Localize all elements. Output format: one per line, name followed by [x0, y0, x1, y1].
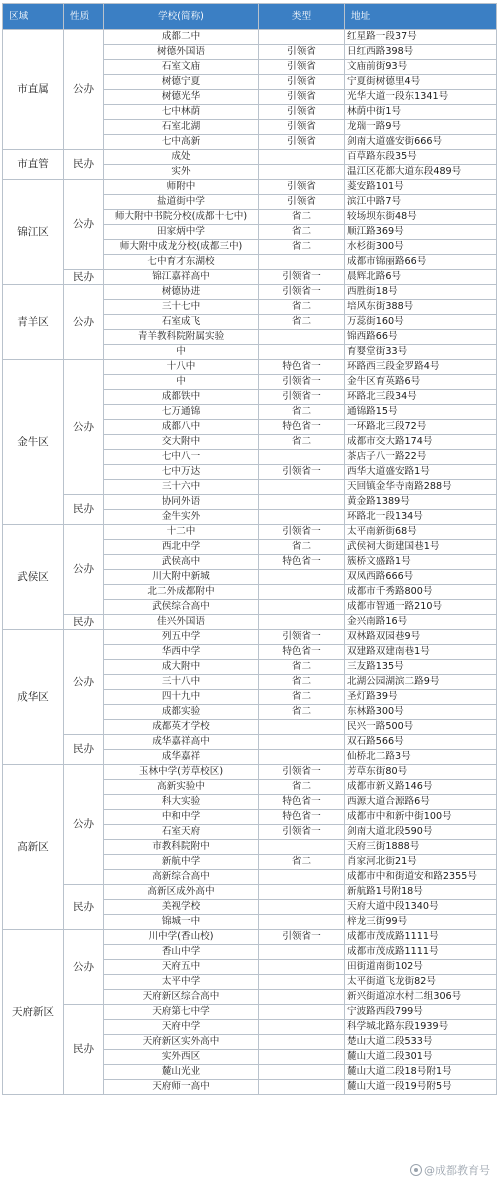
address-cell: 芳草东街80号 — [345, 765, 497, 780]
address-cell: 东林路300号 — [345, 705, 497, 720]
header-nature: 性质 — [64, 4, 104, 30]
school-type-cell: 引领省 — [259, 45, 345, 60]
school-type-cell — [259, 945, 345, 960]
school-type-cell: 省二 — [259, 405, 345, 420]
area-cell: 市直属 — [3, 30, 64, 150]
school-name-cell: 高新综合高中 — [104, 870, 259, 885]
school-type-cell — [259, 1080, 345, 1095]
school-type-cell: 引领省 — [259, 135, 345, 150]
school-type-cell: 引领省一 — [259, 630, 345, 645]
school-name-cell: 成华嘉祥 — [104, 750, 259, 765]
school-type-cell: 引领省 — [259, 90, 345, 105]
address-cell: 较场坝东街48号 — [345, 210, 497, 225]
school-type-cell — [259, 150, 345, 165]
school-name-cell: 武侯综合高中 — [104, 600, 259, 615]
address-cell: 双林路双园巷9号 — [345, 630, 497, 645]
watermark — [410, 1162, 490, 1178]
school-name-cell: 北二外成都附中 — [104, 585, 259, 600]
table-row — [3, 630, 497, 645]
address-cell: 麓山大道二段18号附1号 — [345, 1065, 497, 1080]
school-name-cell: 高新实验中 — [104, 780, 259, 795]
school-type-cell — [259, 330, 345, 345]
school-type-cell: 省二 — [259, 780, 345, 795]
address-cell: 成都市锦丽路66号 — [345, 255, 497, 270]
school-name-cell: 田家炳中学 — [104, 225, 259, 240]
address-cell: 龙瑞一路9号 — [345, 120, 497, 135]
address-cell: 簇桥文盛路1号 — [345, 555, 497, 570]
school-name-cell: 锦城一中 — [104, 915, 259, 930]
table-body — [3, 30, 497, 1095]
school-name-cell: 盐道街中学 — [104, 195, 259, 210]
school-name-cell: 天府第七中学 — [104, 1005, 259, 1020]
address-cell: 成都市千秀路800号 — [345, 585, 497, 600]
table-row — [3, 1005, 497, 1020]
table-row — [3, 930, 497, 945]
school-name-cell: 成处 — [104, 150, 259, 165]
school-type-cell: 省二 — [259, 675, 345, 690]
header-row — [3, 4, 497, 30]
address-cell: 西源大道合源路6号 — [345, 795, 497, 810]
address-cell: 成都市中和街道安和路2355号 — [345, 870, 497, 885]
school-name-cell: 中 — [104, 375, 259, 390]
address-cell: 剑南大道盛安街666号 — [345, 135, 497, 150]
address-cell: 金牛区育英路6号 — [345, 375, 497, 390]
address-cell: 文庙前街93号 — [345, 60, 497, 75]
school-name-cell: 十二中 — [104, 525, 259, 540]
school-name-cell: 实外西区 — [104, 1050, 259, 1065]
address-cell: 成都市新义路146号 — [345, 780, 497, 795]
school-name-cell: 科大实验 — [104, 795, 259, 810]
school-name-cell: 成都二中 — [104, 30, 259, 45]
school-type-cell: 省二 — [259, 855, 345, 870]
school-name-cell: 石室天府 — [104, 825, 259, 840]
table-row — [3, 885, 497, 900]
school-type-cell: 省二 — [259, 210, 345, 225]
address-cell: 麓山大道一段19号附5号 — [345, 1080, 497, 1095]
table-row — [3, 765, 497, 780]
nature-cell: 公办 — [64, 930, 104, 1005]
school-type-cell: 引领省一 — [259, 390, 345, 405]
school-type-cell: 引领省一 — [259, 930, 345, 945]
table-header — [3, 4, 497, 30]
school-name-cell: 七中育才东湖校 — [104, 255, 259, 270]
school-name-cell: 列五中学 — [104, 630, 259, 645]
address-cell: 新兴街道凉水村二组306号 — [345, 990, 497, 1005]
nature-cell: 公办 — [64, 285, 104, 360]
address-cell: 西华大道盛安路1号 — [345, 465, 497, 480]
address-cell: 圣灯路39号 — [345, 690, 497, 705]
school-name-cell: 天府师一高中 — [104, 1080, 259, 1095]
area-cell: 武侯区 — [3, 525, 64, 630]
school-type-cell: 特色省一 — [259, 555, 345, 570]
address-cell: 新航路1号附18号 — [345, 885, 497, 900]
address-cell: 通锦路15号 — [345, 405, 497, 420]
school-type-cell — [259, 345, 345, 360]
address-cell: 温江区花都大道东段489号 — [345, 165, 497, 180]
school-type-cell — [259, 885, 345, 900]
nature-cell: 民办 — [64, 1005, 104, 1095]
address-cell: 红星路一段37号 — [345, 30, 497, 45]
school-name-cell: 金牛实外 — [104, 510, 259, 525]
school-type-cell: 省二 — [259, 435, 345, 450]
address-cell: 日红西路398号 — [345, 45, 497, 60]
address-cell: 双建路双建南巷1号 — [345, 645, 497, 660]
address-cell: 晨辉北路6号 — [345, 270, 497, 285]
address-cell: 成都市茂成路1111号 — [345, 930, 497, 945]
table-row — [3, 285, 497, 300]
address-cell: 太平街道飞龙街82号 — [345, 975, 497, 990]
school-type-cell — [259, 585, 345, 600]
address-cell: 黄金路1389号 — [345, 495, 497, 510]
school-type-cell — [259, 735, 345, 750]
school-type-cell: 引领省 — [259, 195, 345, 210]
school-name-cell: 七中林荫 — [104, 105, 259, 120]
school-type-cell — [259, 1050, 345, 1065]
address-cell: 育婴堂街33号 — [345, 345, 497, 360]
school-type-cell — [259, 495, 345, 510]
school-type-cell: 引领省一 — [259, 465, 345, 480]
table-row — [3, 150, 497, 165]
school-type-cell — [259, 1020, 345, 1035]
area-cell: 锦江区 — [3, 180, 64, 285]
school-name-cell: 青羊教科院附属实验 — [104, 330, 259, 345]
table-row — [3, 180, 497, 195]
school-name-cell: 七中高新 — [104, 135, 259, 150]
school-name-cell: 太平中学 — [104, 975, 259, 990]
school-type-cell — [259, 450, 345, 465]
school-name-cell: 川大附中新城 — [104, 570, 259, 585]
school-type-cell — [259, 1065, 345, 1080]
address-cell: 梓龙三街99号 — [345, 915, 497, 930]
school-type-cell: 省二 — [259, 690, 345, 705]
school-name-cell: 三十八中 — [104, 675, 259, 690]
address-cell: 太平南新街68号 — [345, 525, 497, 540]
school-type-cell: 引领省 — [259, 60, 345, 75]
school-name-cell: 天府新区实外高中 — [104, 1035, 259, 1050]
nature-cell: 民办 — [64, 735, 104, 765]
address-cell: 环路西三段金罗路4号 — [345, 360, 497, 375]
school-type-cell: 引领省一 — [259, 270, 345, 285]
address-cell: 光华大道一段东1341号 — [345, 90, 497, 105]
address-cell: 宁夏街树德里4号 — [345, 75, 497, 90]
address-cell: 成都市茂成路1111号 — [345, 945, 497, 960]
area-cell: 成华区 — [3, 630, 64, 765]
header-area: 区域 — [3, 4, 64, 30]
nature-cell: 公办 — [64, 360, 104, 495]
address-cell: 天回镇金华寺南路288号 — [345, 480, 497, 495]
school-name-cell: 武侯高中 — [104, 555, 259, 570]
school-type-cell — [259, 870, 345, 885]
school-type-cell — [259, 975, 345, 990]
school-name-cell: 树德光华 — [104, 90, 259, 105]
school-name-cell: 麓山光业 — [104, 1065, 259, 1080]
header-address: 地址 — [345, 4, 497, 30]
school-type-cell: 引领省 — [259, 75, 345, 90]
school-name-cell: 师大附中成龙分校(成都三中) — [104, 240, 259, 255]
address-cell: 剑南大道北段590号 — [345, 825, 497, 840]
header-school: 学校(简称) — [104, 4, 259, 30]
school-type-cell: 特色省一 — [259, 795, 345, 810]
address-cell: 成都市交大路174号 — [345, 435, 497, 450]
school-name-cell: 成都英才学校 — [104, 720, 259, 735]
address-cell: 茶店子八一路22号 — [345, 450, 497, 465]
school-type-cell: 引领省一 — [259, 285, 345, 300]
school-type-cell — [259, 255, 345, 270]
address-cell: 一环路北三段72号 — [345, 420, 497, 435]
school-type-cell: 特色省一 — [259, 645, 345, 660]
school-name-cell: 七中八一 — [104, 450, 259, 465]
school-type-cell — [259, 615, 345, 630]
nature-cell: 民办 — [64, 615, 104, 630]
school-name-cell: 西北中学 — [104, 540, 259, 555]
address-cell: 锦西路66号 — [345, 330, 497, 345]
address-cell: 西胜街18号 — [345, 285, 497, 300]
address-cell: 麓山大道二段301号 — [345, 1050, 497, 1065]
school-name-cell: 实外 — [104, 165, 259, 180]
school-type-cell: 省二 — [259, 315, 345, 330]
table-row — [3, 495, 497, 510]
school-type-cell: 省二 — [259, 705, 345, 720]
area-cell: 高新区 — [3, 765, 64, 930]
school-name-cell: 新航中学 — [104, 855, 259, 870]
school-name-cell: 佳兴外国语 — [104, 615, 259, 630]
school-type-cell: 特色省一 — [259, 420, 345, 435]
school-name-cell: 成大附中 — [104, 660, 259, 675]
school-type-cell — [259, 480, 345, 495]
school-name-cell: 四十九中 — [104, 690, 259, 705]
school-type-cell: 省二 — [259, 540, 345, 555]
school-type-cell — [259, 1035, 345, 1050]
address-cell: 环路北一段134号 — [345, 510, 497, 525]
school-name-cell: 七中万达 — [104, 465, 259, 480]
school-name-cell: 香山中学 — [104, 945, 259, 960]
school-name-cell: 交大附中 — [104, 435, 259, 450]
school-name-cell: 高新区成外高中 — [104, 885, 259, 900]
address-cell: 民兴一路500号 — [345, 720, 497, 735]
address-cell: 菱安路101号 — [345, 180, 497, 195]
address-cell: 武侯祠大街建国巷1号 — [345, 540, 497, 555]
school-name-cell: 中 — [104, 345, 259, 360]
school-name-cell: 天府五中 — [104, 960, 259, 975]
school-name-cell: 十八中 — [104, 360, 259, 375]
school-type-cell — [259, 915, 345, 930]
school-name-cell: 七万通锦 — [104, 405, 259, 420]
table-row — [3, 270, 497, 285]
school-name-cell: 玉林中学(芳草校区) — [104, 765, 259, 780]
area-cell: 金牛区 — [3, 360, 64, 525]
address-cell: 顺江路369号 — [345, 225, 497, 240]
school-type-cell: 引领省一 — [259, 375, 345, 390]
school-name-cell: 天府中学 — [104, 1020, 259, 1035]
school-type-cell: 特色省一 — [259, 360, 345, 375]
school-type-cell: 引领省一 — [259, 825, 345, 840]
address-cell: 培风东街388号 — [345, 300, 497, 315]
school-type-cell — [259, 900, 345, 915]
school-name-cell: 市教科院附中 — [104, 840, 259, 855]
area-cell: 青羊区 — [3, 285, 64, 360]
address-cell: 宁波路西段799号 — [345, 1005, 497, 1020]
address-cell: 双石路566号 — [345, 735, 497, 750]
address-cell: 滨江中路7号 — [345, 195, 497, 210]
address-cell: 金兴南路16号 — [345, 615, 497, 630]
school-type-cell: 省二 — [259, 300, 345, 315]
address-cell: 林荫中街1号 — [345, 105, 497, 120]
table-row — [3, 30, 497, 45]
nature-cell: 公办 — [64, 630, 104, 735]
address-cell: 百草路东段35号 — [345, 150, 497, 165]
school-name-cell: 三十六中 — [104, 480, 259, 495]
profile-circle-icon — [410, 1164, 422, 1176]
address-cell: 北湖公园湖滨二路9号 — [345, 675, 497, 690]
table-row — [3, 615, 497, 630]
nature-cell: 民办 — [64, 150, 104, 180]
school-type-cell: 省二 — [259, 240, 345, 255]
school-type-cell — [259, 1005, 345, 1020]
nature-cell: 民办 — [64, 270, 104, 285]
school-name-cell: 锦江嘉祥高中 — [104, 270, 259, 285]
address-cell: 肖家河北街21号 — [345, 855, 497, 870]
address-cell: 天府三街1888号 — [345, 840, 497, 855]
address-cell: 三友路135号 — [345, 660, 497, 675]
nature-cell: 民办 — [64, 885, 104, 930]
nature-cell: 公办 — [64, 180, 104, 270]
address-cell: 天府大道中段1340号 — [345, 900, 497, 915]
area-cell: 市直管 — [3, 150, 64, 180]
school-name-cell: 成华嘉祥高中 — [104, 735, 259, 750]
school-type-cell — [259, 990, 345, 1005]
address-cell: 仙桥北二路3号 — [345, 750, 497, 765]
school-type-cell — [259, 600, 345, 615]
school-type-cell — [259, 960, 345, 975]
nature-cell: 民办 — [64, 495, 104, 525]
address-cell: 成都市中和新中街100号 — [345, 810, 497, 825]
school-name-cell: 三十七中 — [104, 300, 259, 315]
school-name-cell: 协同外语 — [104, 495, 259, 510]
school-type-cell — [259, 165, 345, 180]
school-name-cell: 成都八中 — [104, 420, 259, 435]
nature-cell: 公办 — [64, 30, 104, 150]
table-row — [3, 360, 497, 375]
school-type-cell — [259, 840, 345, 855]
address-cell: 楚山大道二段533号 — [345, 1035, 497, 1050]
school-type-cell — [259, 510, 345, 525]
area-cell: 天府新区 — [3, 930, 64, 1095]
nature-cell: 公办 — [64, 765, 104, 885]
school-table — [2, 3, 497, 1095]
school-type-cell — [259, 720, 345, 735]
address-cell: 田街道南街102号 — [345, 960, 497, 975]
address-cell: 环路北三段34号 — [345, 390, 497, 405]
school-name-cell: 天府新区综合高中 — [104, 990, 259, 1005]
school-name-cell: 石室成飞 — [104, 315, 259, 330]
school-name-cell: 师附中 — [104, 180, 259, 195]
school-type-cell: 引领省 — [259, 180, 345, 195]
watermark-text: @成都教育号 — [424, 1164, 490, 1177]
school-type-cell: 省二 — [259, 225, 345, 240]
address-cell: 科学城北路东段1939号 — [345, 1020, 497, 1035]
school-name-cell: 师大附中书院分校(成都十七中) — [104, 210, 259, 225]
school-type-cell: 省二 — [259, 660, 345, 675]
school-name-cell: 石室文庙 — [104, 60, 259, 75]
school-type-cell — [259, 30, 345, 45]
table-row — [3, 525, 497, 540]
address-cell: 双凤西路666号 — [345, 570, 497, 585]
table-row — [3, 735, 497, 750]
school-name-cell: 成都实验 — [104, 705, 259, 720]
school-type-cell: 引领省 — [259, 120, 345, 135]
address-cell: 成都市智通一路210号 — [345, 600, 497, 615]
nature-cell: 公办 — [64, 525, 104, 615]
school-type-cell — [259, 750, 345, 765]
address-cell: 水杉街300号 — [345, 240, 497, 255]
school-name-cell: 成都铁中 — [104, 390, 259, 405]
school-name-cell: 石室北湖 — [104, 120, 259, 135]
school-name-cell: 树德外国语 — [104, 45, 259, 60]
school-name-cell: 美视学校 — [104, 900, 259, 915]
school-name-cell: 中和中学 — [104, 810, 259, 825]
school-name-cell: 树德宁夏 — [104, 75, 259, 90]
address-cell: 万蕊街160号 — [345, 315, 497, 330]
school-type-cell — [259, 570, 345, 585]
school-type-cell: 引领省 — [259, 105, 345, 120]
school-name-cell: 华西中学 — [104, 645, 259, 660]
school-name-cell: 川中学(香山校) — [104, 930, 259, 945]
school-type-cell: 引领省一 — [259, 765, 345, 780]
header-type: 类型 — [259, 4, 345, 30]
school-type-cell: 特色省一 — [259, 810, 345, 825]
school-name-cell: 树德协进 — [104, 285, 259, 300]
school-type-cell: 引领省一 — [259, 525, 345, 540]
